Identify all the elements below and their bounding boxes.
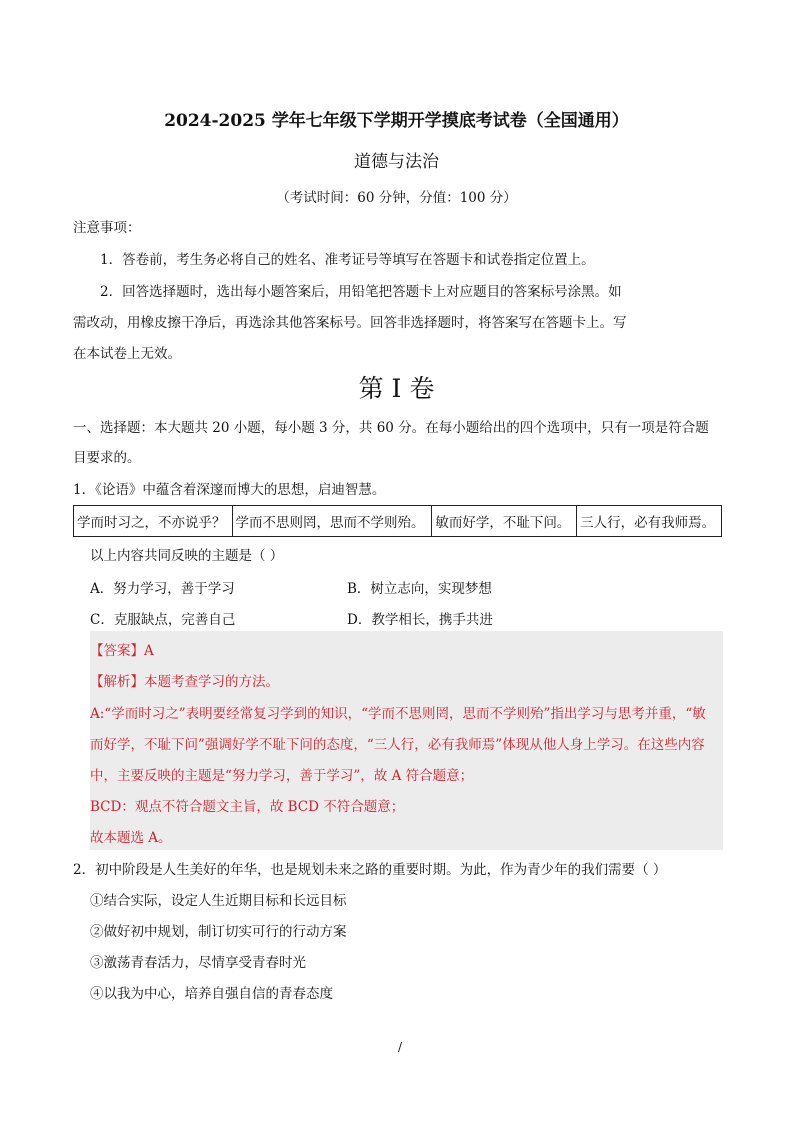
analysis-line-2: 而好学，不耻下问”强调好学不耻下问的态度，“三人行，必有我师焉”体现从他人身上学习。在这些内容: [90, 737, 705, 753]
question-2-stem: 2．初中阶段是人生美好的年华，也是规划未来之路的重要时期。为此，作为青少年的我们需要（ ）: [73, 862, 667, 878]
question-2-item: ③激荡青春活力，尽情享受青春时光: [90, 955, 306, 971]
notice-item-2-line-3: 在本试卷上无效。: [73, 346, 181, 362]
quote-cell: 敏而好学，不耻下问。: [432, 506, 577, 537]
exam-title: 2024-2025 学年七年级下学期开学摸底考试卷（全国通用）: [164, 111, 629, 131]
notice-item-1: 1．答卷前，考生务必将自己的姓名、准考证号等填写在答题卡和试卷指定位置上。: [100, 252, 595, 268]
question-2-item: ②做好初中规划，制订切实可行的行动方案: [90, 924, 347, 940]
option-a: A．努力学习，善于学习: [90, 581, 235, 597]
option-d: D．教学相长，携手共进: [347, 612, 493, 628]
question-2-item: ①结合实际，设定人生近期目标和长远目标: [90, 893, 347, 909]
subject-title: 道德与法治: [354, 152, 439, 172]
notice-heading: 注意事项：: [73, 220, 141, 236]
question-1-prompt: 以上内容共同反映的主题是（ ）: [90, 548, 284, 564]
question-1-stem: 1．《论语》中蕴含着深邃而博大的思想，启迪智慧。: [73, 482, 386, 498]
section-instruction-line-2: 目要求的。: [73, 450, 141, 466]
answer-label: 【答案】A: [90, 643, 154, 659]
analysis-title: 【解析】本题考查学习的方法。: [90, 674, 279, 690]
question-2-item: ④以我为中心，培养自强自信的青春态度: [90, 986, 333, 1002]
notice-item-2-line-1: 2．回答选择题时，选出每小题答案后，用铅笔把答题卡上对应题目的答案标号涂黑。如: [100, 284, 622, 300]
analysis-line-4: BCD：观点不符合题文主旨，故 BCD 不符合题意；: [90, 799, 405, 815]
section-instruction-line-1: 一、选择题：本大题共 20 小题，每小题 3 分，共 60 分。在每小题给出的四个选项中，只有一项是符合题: [73, 420, 709, 436]
quote-table: [73, 505, 722, 537]
analysis-line-5: 故本题选 A。: [90, 830, 172, 846]
quote-cell: 学而时习之，不亦说乎？: [74, 506, 233, 537]
page-footer-mark: /: [398, 1040, 403, 1054]
option-b: B．树立志向，实现梦想: [347, 581, 492, 597]
analysis-line-1: A:“学而时习之”表明要经常复习学到的知识，“学而不思则罔，思而不学则殆”指出学习与思考并重，“敏: [90, 706, 706, 722]
analysis-line-3: 中，主要反映的主题是“努力学习，善于学习”，故 A 符合题意；: [90, 768, 474, 784]
notice-item-2-line-2: 需改动，用橡皮擦干净后，再选涂其他答案标号。回答非选择题时，将答案写在答题卡上。写: [73, 315, 627, 331]
exam-info: （考试时间：60 分钟，分值：100 分）: [276, 190, 517, 206]
quote-cell: 学而不思则罔，思而不学则殆。: [232, 506, 432, 537]
option-c: C．克服缺点，完善自己: [90, 612, 236, 628]
section-title: 第 I 卷: [358, 374, 435, 403]
quote-cell: 三人行，必有我师焉。: [577, 506, 722, 537]
